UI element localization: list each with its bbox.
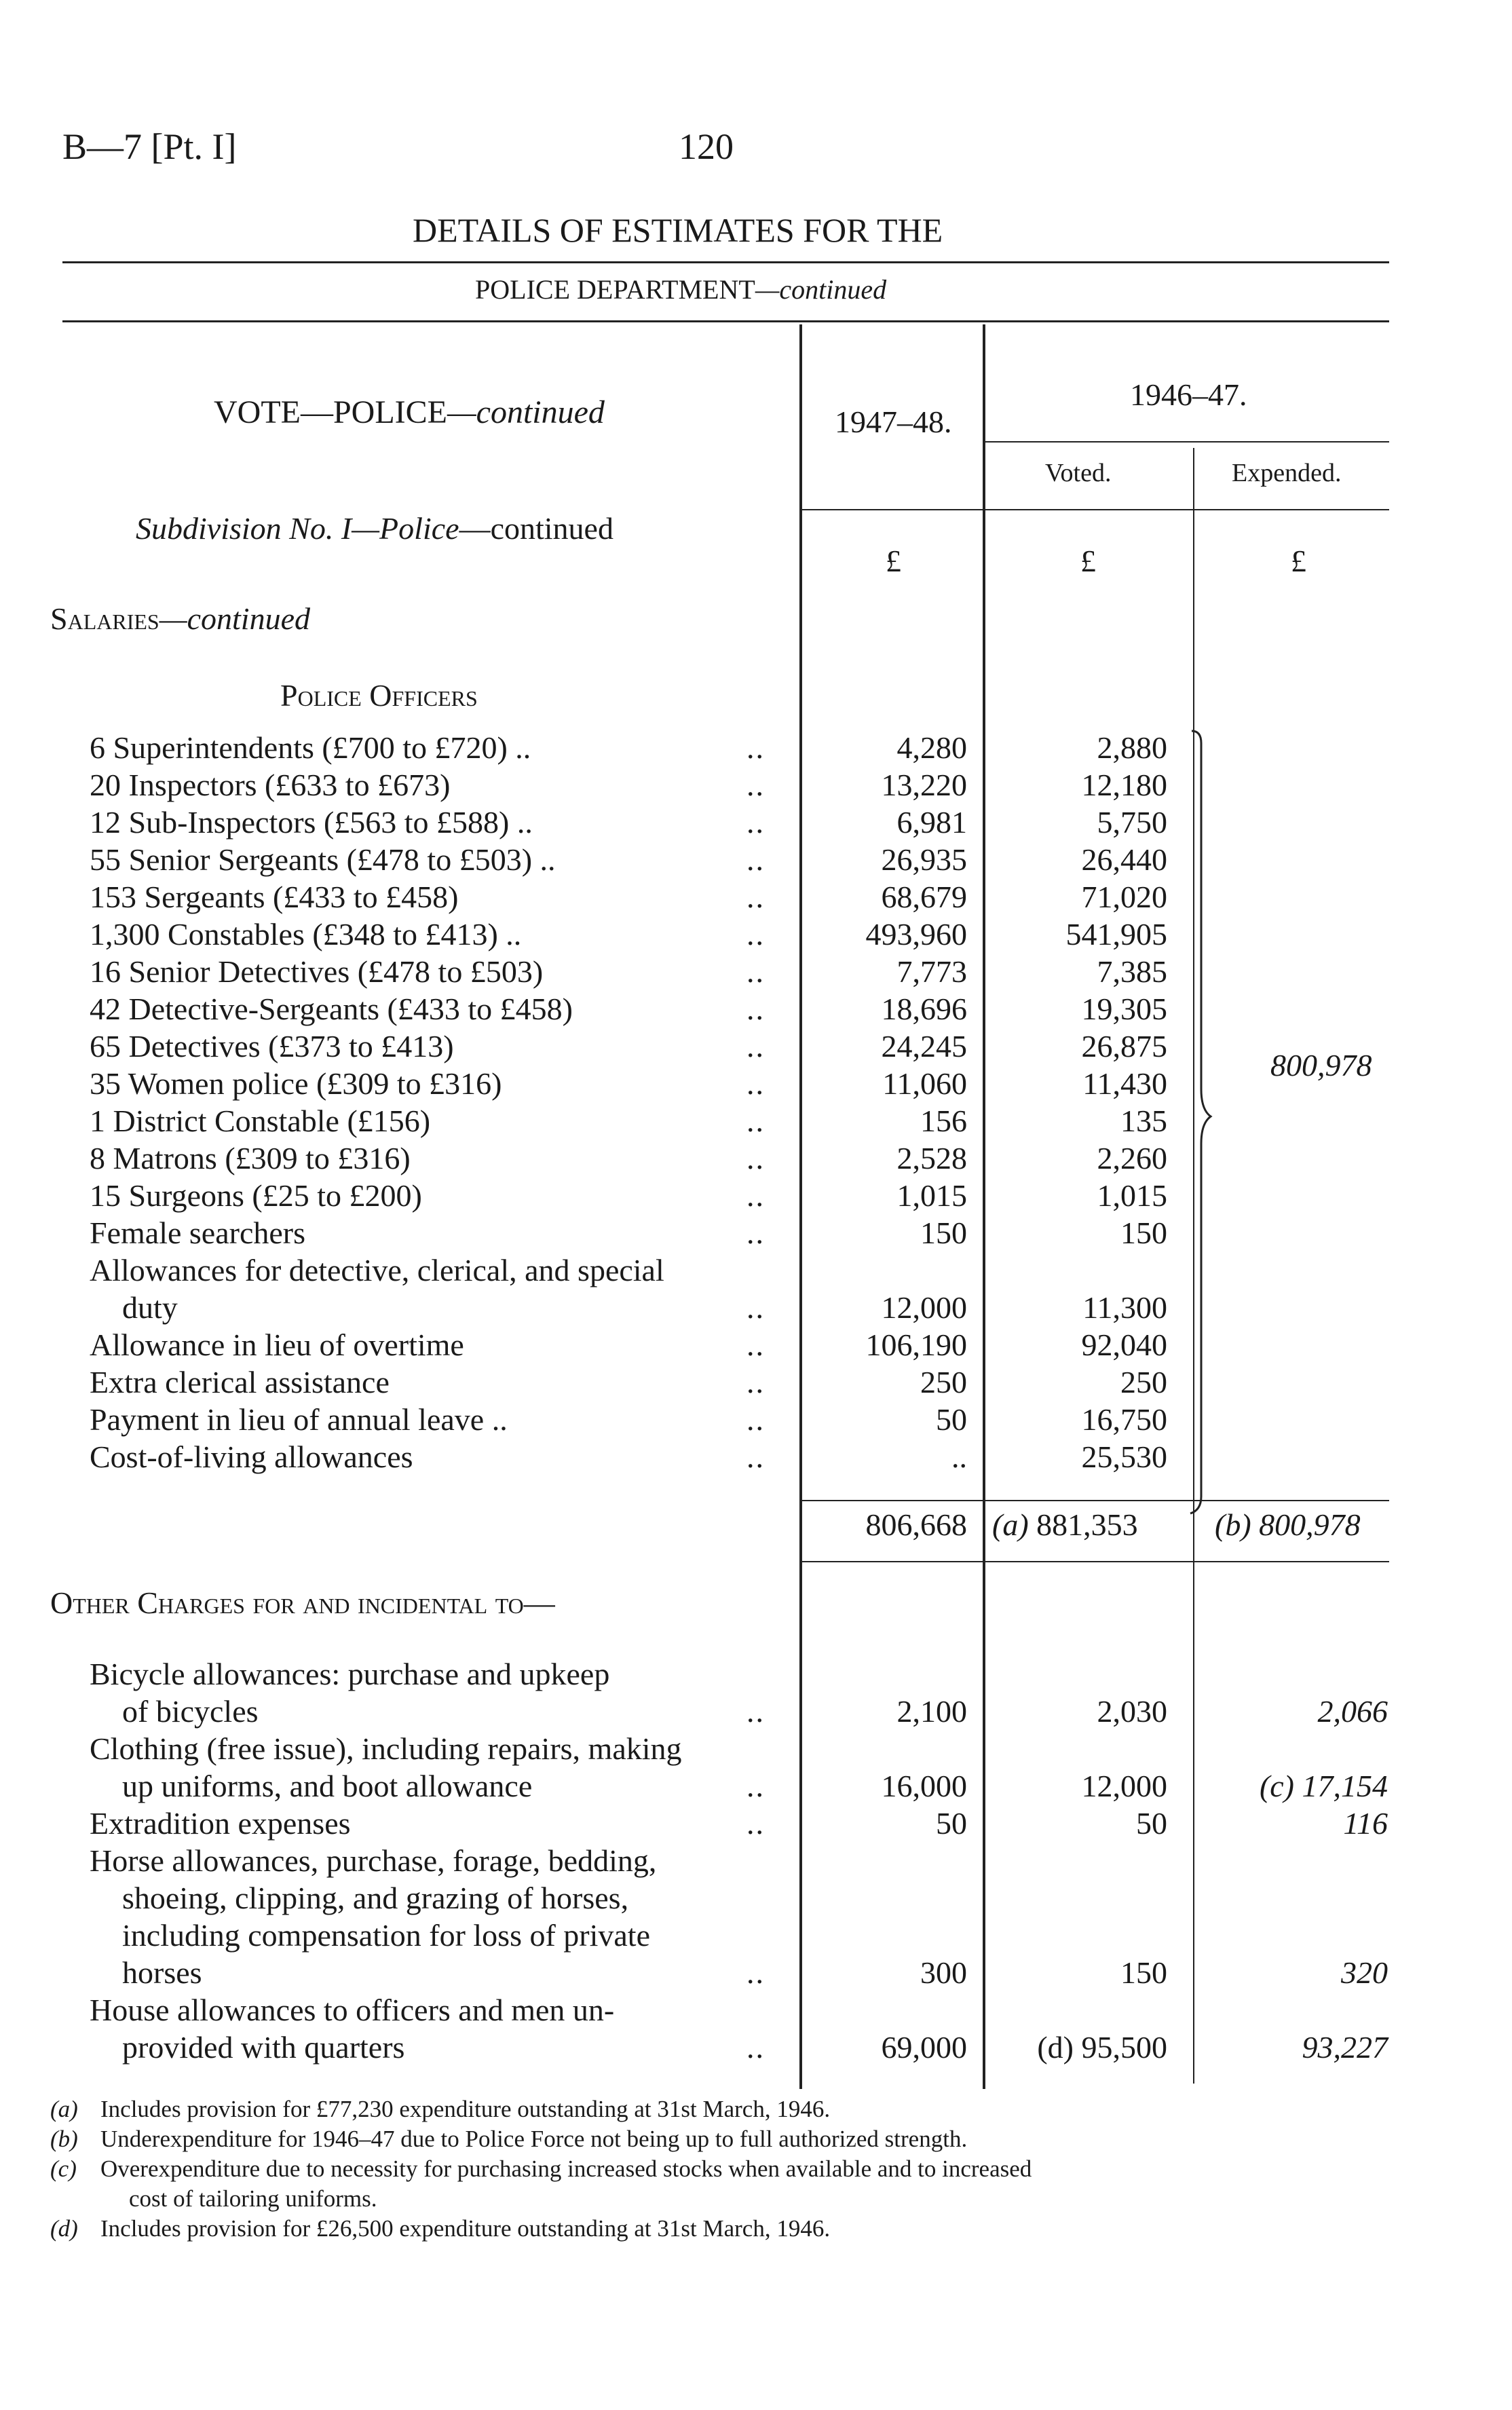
row-label: duty (122, 1290, 178, 1325)
section-heading: Police Officers (280, 678, 478, 713)
value-voted: 2,880 (1097, 730, 1167, 765)
row-label: Allowances for detective, clerical, and special (90, 1253, 664, 1287)
dot-leader: .. (746, 880, 765, 914)
value-expended: 2,066 (1317, 1694, 1388, 1729)
value-1947-48: 50 (936, 1806, 967, 1841)
value-voted: 1,015 (1097, 1178, 1167, 1213)
value-1947-48: 150 (920, 1216, 967, 1250)
row-label: 15 Surgeons (£25 to £200) (90, 1178, 422, 1213)
divider (801, 509, 1389, 510)
row-label: 55 Senior Sergeants (£478 to £503) .. (90, 842, 556, 877)
charge-label: provided with quarters (122, 2030, 405, 2065)
currency-symbol: £ (1080, 544, 1096, 578)
dot-leader: .. (746, 842, 765, 877)
value-voted: 5,750 (1097, 805, 1167, 840)
row-label: 35 Women police (£309 to £316) (90, 1066, 502, 1101)
value-voted: 16,750 (1081, 1402, 1167, 1437)
value-voted: 11,300 (1082, 1290, 1167, 1325)
document-code: B—7 [Pt. I] (62, 126, 237, 167)
row-label: Allowance in lieu of overtime (90, 1328, 464, 1362)
row-label: 42 Detective-Sergeants (£433 to £458) (90, 992, 573, 1026)
value-1947-48: 16,000 (881, 1769, 967, 1803)
row-label: 20 Inspectors (£633 to £673) (90, 768, 451, 802)
total-1947-48: 806,668 (865, 1507, 967, 1542)
value-voted: 150 (1120, 1955, 1167, 1990)
column-1947-48: 1947–48. (835, 404, 952, 439)
dot-leader: .. (746, 1955, 765, 1990)
value-voted: 25,530 (1081, 1439, 1167, 1474)
row-label: Extra clerical assistance (90, 1365, 390, 1399)
value-expended: (c) 17,154 (1259, 1769, 1388, 1803)
value-1947-48: 6,981 (896, 805, 967, 840)
total-voted: (a) 881,353 (992, 1507, 1138, 1542)
row-label: 12 Sub-Inspectors (£563 to £588) .. (90, 805, 533, 840)
charge-label: Bicycle allowances: purchase and upkeep (90, 1657, 610, 1691)
value-expended: 320 (1341, 1955, 1388, 1990)
dot-leader: .. (746, 768, 765, 802)
value-voted: 135 (1120, 1104, 1167, 1138)
charge-label: up uniforms, and boot allowance (122, 1769, 533, 1803)
value-1947-48: 11,060 (882, 1066, 967, 1101)
subdivision-heading: Subdivision No. I—Police—continued (136, 511, 613, 546)
row-label: 6 Superintendents (£700 to £720) .. (90, 730, 531, 765)
value-voted: 71,020 (1081, 880, 1167, 914)
value-1947-48: 2,100 (896, 1694, 967, 1729)
value-voted: 12,180 (1081, 768, 1167, 802)
value-1947-48: 250 (920, 1365, 967, 1399)
value-voted: 2,030 (1097, 1694, 1167, 1729)
dot-leader: .. (746, 1439, 765, 1474)
value-1947-48: 493,960 (865, 917, 967, 952)
row-label: Female searchers (90, 1216, 306, 1250)
dot-leader: .. (746, 1365, 765, 1399)
value-1947-48: 7,773 (896, 954, 967, 989)
column-1946-47: 1946–47. (1130, 377, 1247, 412)
row-label: Payment in lieu of annual leave .. (90, 1402, 508, 1437)
value-1947-48: 2,528 (896, 1141, 967, 1175)
footnote-mark: (b) (50, 2126, 78, 2152)
row-label: 153 Sergeants (£433 to £458) (90, 880, 459, 914)
charge-label: House allowances to officers and men un- (90, 1993, 615, 2027)
value-1947-48: 50 (936, 1402, 967, 1437)
total-expended: (b) 800,978 (1215, 1507, 1361, 1542)
value-voted: 7,385 (1097, 954, 1167, 989)
value-voted: 26,875 (1081, 1029, 1167, 1063)
value-1947-48: 26,935 (881, 842, 967, 877)
charge-label: shoeing, clipping, and grazing of horses, (122, 1881, 629, 1915)
row-label: 1 District Constable (£156) (90, 1104, 431, 1138)
dot-leader: .. (746, 954, 765, 989)
value-1947-48: 68,679 (881, 880, 967, 914)
value-1947-48: 24,245 (881, 1029, 967, 1063)
divider (801, 1500, 1389, 1501)
dot-leader: .. (746, 1029, 765, 1063)
currency-symbol: £ (886, 544, 901, 578)
page-subtitle: POLICE DEPARTMENT—continued (475, 274, 887, 305)
value-expended: 116 (1343, 1806, 1388, 1841)
value-voted: 19,305 (1081, 992, 1167, 1026)
value-1947-48: 156 (920, 1104, 967, 1138)
row-label: 1,300 Constables (£348 to £413) .. (90, 917, 522, 952)
dot-leader: .. (746, 1141, 765, 1175)
page-title: DETAILS OF ESTIMATES FOR THE (413, 211, 943, 249)
value-voted: 150 (1120, 1216, 1167, 1250)
dot-leader: .. (746, 1066, 765, 1101)
row-label: 16 Senior Detectives (£478 to £503) (90, 954, 544, 989)
value-1947-48: 69,000 (881, 2030, 967, 2065)
value-1947-48: 18,696 (881, 992, 967, 1026)
value-1947-48: 106,190 (865, 1328, 967, 1362)
currency-symbol: £ (1291, 544, 1306, 578)
divider (801, 1561, 1389, 1562)
value-voted: 12,000 (1081, 1769, 1167, 1803)
footnote-mark: (c) (50, 2155, 77, 2182)
dot-leader: .. (746, 1769, 765, 1803)
value-voted: 26,440 (1081, 842, 1167, 877)
value-1947-48: 12,000 (881, 1290, 967, 1325)
value-1947-48: 1,015 (896, 1178, 967, 1213)
value-voted: 541,905 (1065, 917, 1167, 952)
charge-label: Extradition expenses (90, 1806, 351, 1841)
bracket-total: 800,978 (1270, 1048, 1372, 1082)
value-voted: 50 (1136, 1806, 1167, 1841)
charge-label: of bicycles (122, 1694, 259, 1729)
charge-label: Clothing (free issue), including repairs, making (90, 1731, 682, 1766)
dot-leader: .. (746, 1694, 765, 1729)
footnote-mark: (d) (50, 2215, 78, 2242)
divider (62, 261, 1389, 263)
footnote-text: Includes provision for £77,230 expenditure outstanding at 31st March, 1946. (100, 2096, 831, 2122)
column-voted: Voted. (1045, 459, 1112, 487)
dot-leader: .. (746, 2030, 765, 2065)
footnote-mark: (a) (50, 2096, 78, 2122)
dot-leader: .. (746, 805, 765, 840)
value-voted: 92,040 (1081, 1328, 1167, 1362)
other-charges-heading: Other Charges for and incidental to— (50, 1585, 555, 1620)
vote-heading: VOTE—POLICE—continued (214, 394, 605, 430)
charge-label: including compensation for loss of private (122, 1918, 651, 1953)
dot-leader: .. (746, 1290, 765, 1325)
divider (62, 320, 1389, 322)
value-voted: (d) 95,500 (1037, 2030, 1167, 2065)
charge-label: horses (122, 1955, 202, 1990)
dot-leader: .. (746, 730, 765, 765)
charge-label: Horse allowances, purchase, forage, bedding, (90, 1843, 657, 1878)
value-voted: 11,430 (1082, 1066, 1167, 1101)
dot-leader: .. (746, 1178, 765, 1213)
column-expended: Expended. (1232, 459, 1342, 487)
row-label: Cost-of-living allowances (90, 1439, 413, 1474)
row-label: 65 Detectives (£373 to £413) (90, 1029, 454, 1063)
column-rule (983, 324, 985, 2089)
value-1947-48: 13,220 (881, 768, 967, 802)
page-number: 120 (679, 126, 734, 167)
footnote-text: Overexpenditure due to necessity for purchasing increased stocks when available and to increased (100, 2155, 1032, 2182)
value-1947-48: 300 (920, 1955, 967, 1990)
column-rule (799, 324, 802, 2089)
dot-leader: .. (746, 1216, 765, 1250)
divider (984, 441, 1389, 443)
dot-leader: .. (746, 1806, 765, 1841)
dot-leader: .. (746, 1328, 765, 1362)
dot-leader: .. (746, 1104, 765, 1138)
salaries-heading: Salaries—continued (50, 601, 310, 636)
footnote-text: cost of tailoring uniforms. (129, 2185, 377, 2212)
dot-leader: .. (746, 1402, 765, 1437)
value-voted: 250 (1120, 1365, 1167, 1399)
row-label: 8 Matrons (£309 to £316) (90, 1141, 411, 1175)
value-voted: 2,260 (1097, 1141, 1167, 1175)
bracket-brace (1188, 730, 1215, 1517)
value-1947-48: 4,280 (896, 730, 967, 765)
dot-leader: .. (746, 917, 765, 952)
dot-leader: .. (746, 992, 765, 1026)
footnote-text: Includes provision for £26,500 expenditure outstanding at 31st March, 1946. (100, 2215, 831, 2242)
footnote-text: Underexpenditure for 1946–47 due to Police Force not being up to full authorized strength. (100, 2126, 968, 2152)
value-1947-48: .. (951, 1439, 967, 1474)
value-expended: 93,227 (1302, 2030, 1388, 2065)
